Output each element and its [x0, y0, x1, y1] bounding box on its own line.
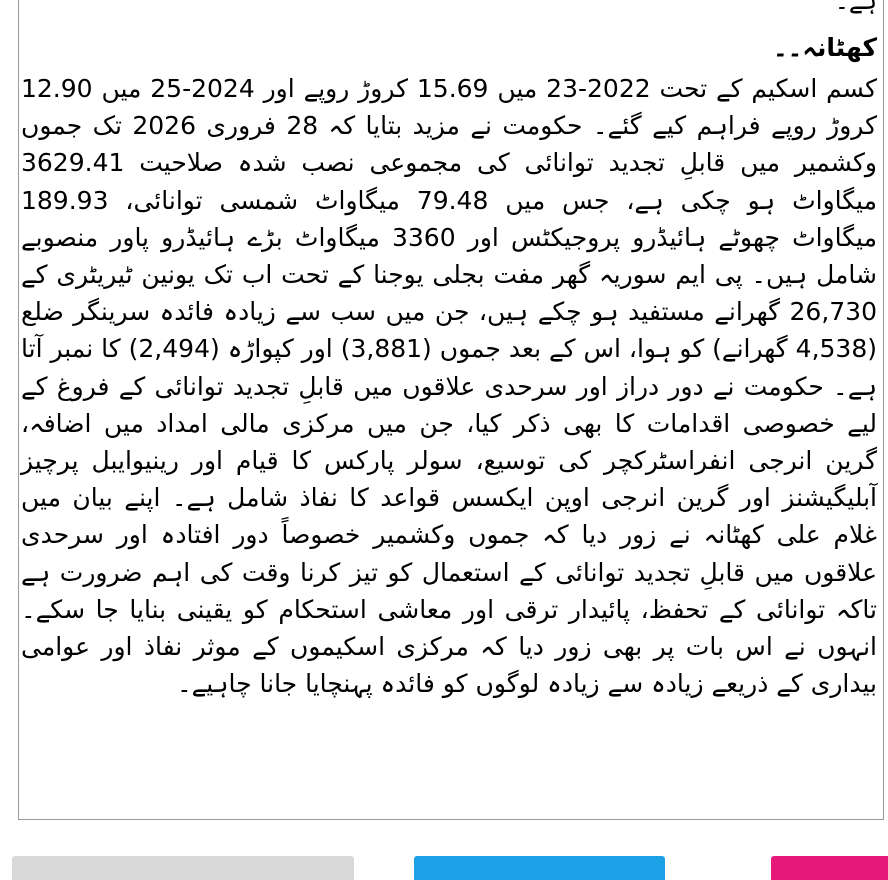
- share-button-blue[interactable]: [414, 856, 665, 880]
- share-button-gray[interactable]: [12, 856, 354, 880]
- article-body-paragraph: کسم اسکیم کے تحت 2022-23 میں 15.69 کروڑ روپے اور 2024-25 میں 12.90 کروڑ روپے فراہم کیے گئے۔ حکومت نے مزید بتایا کہ 28 فروری 2026 تک جموں وکشمیر میں قابلِ تجدید توانائی کی مجموعی نصب شدہ صلاحیت 3629.41 میگاواٹ ہو چکی ہے، جس میں 79.48 میگاواٹ شمسی توانائی، 189.93 میگاواٹ چھوٹے ہائیڈرو پروجیکٹس اور 3360 میگاواٹ بڑے ہائیڈرو پاور منصوبے شامل ہیں۔ پی ایم سوریہ گھر مفت بجلی یوجنا کے تحت اب تک یونین ٹیریٹری کے 26,730 گھرانے مستفید ہو چکے ہیں، جن میں سب سے زیادہ فائدہ سرینگر ضلع (4,538 گھرانے) کو ہوا، اس کے بعد جموں (3,881) اور کپواڑہ (2,494) کا نمبر آتا ہے۔ حکومت نے دور دراز اور سرحدی علاقوں میں قابلِ تجدید توانائی کے فروغ کے لیے خصوصی اقدامات کا بھی ذکر کیا، جن میں مرکزی مالی امداد میں اضافہ، گرین انرجی انفراسٹرکچر کی توسیع، سولر پارکس کا قیام اور رینیوایبل پرچیز آبلیگیشنز اور گرین انرجی اوپن ایکسس قواعد کا نفاذ شامل ہے۔ اپنے بیان میں غلام علی کھٹانہ نے زور دیا کہ جموں وکشمیر خصوصاً دور افتادہ اور سرحدی علاقوں میں قابلِ تجدید توانائی کے استعمال کو تیز کرنا وقت کی اہم ضرورت ہے تاکہ توانائی کے تحفظ، پائیدار ترقی اور معاشی استحکام کو یقینی بنایا جا سکے۔ انہوں نے اس بات پر بھی زور دیا کہ مرکزی اسکیموں کے موثر نفاذ اور عوامی بیداری کے ذریعے زیادہ سے زیادہ لوگوں کو فائدہ پہنچایا جانا چاہیے۔: [21, 74, 878, 699]
- paragraph-subheading: کھٹانہ۔۔: [773, 33, 877, 62]
- previous-paragraph-fragment: ہے۔: [834, 0, 877, 15]
- article-column: [18, 0, 884, 820]
- share-button-pink[interactable]: [771, 856, 888, 880]
- share-buttons-bar: [0, 856, 888, 880]
